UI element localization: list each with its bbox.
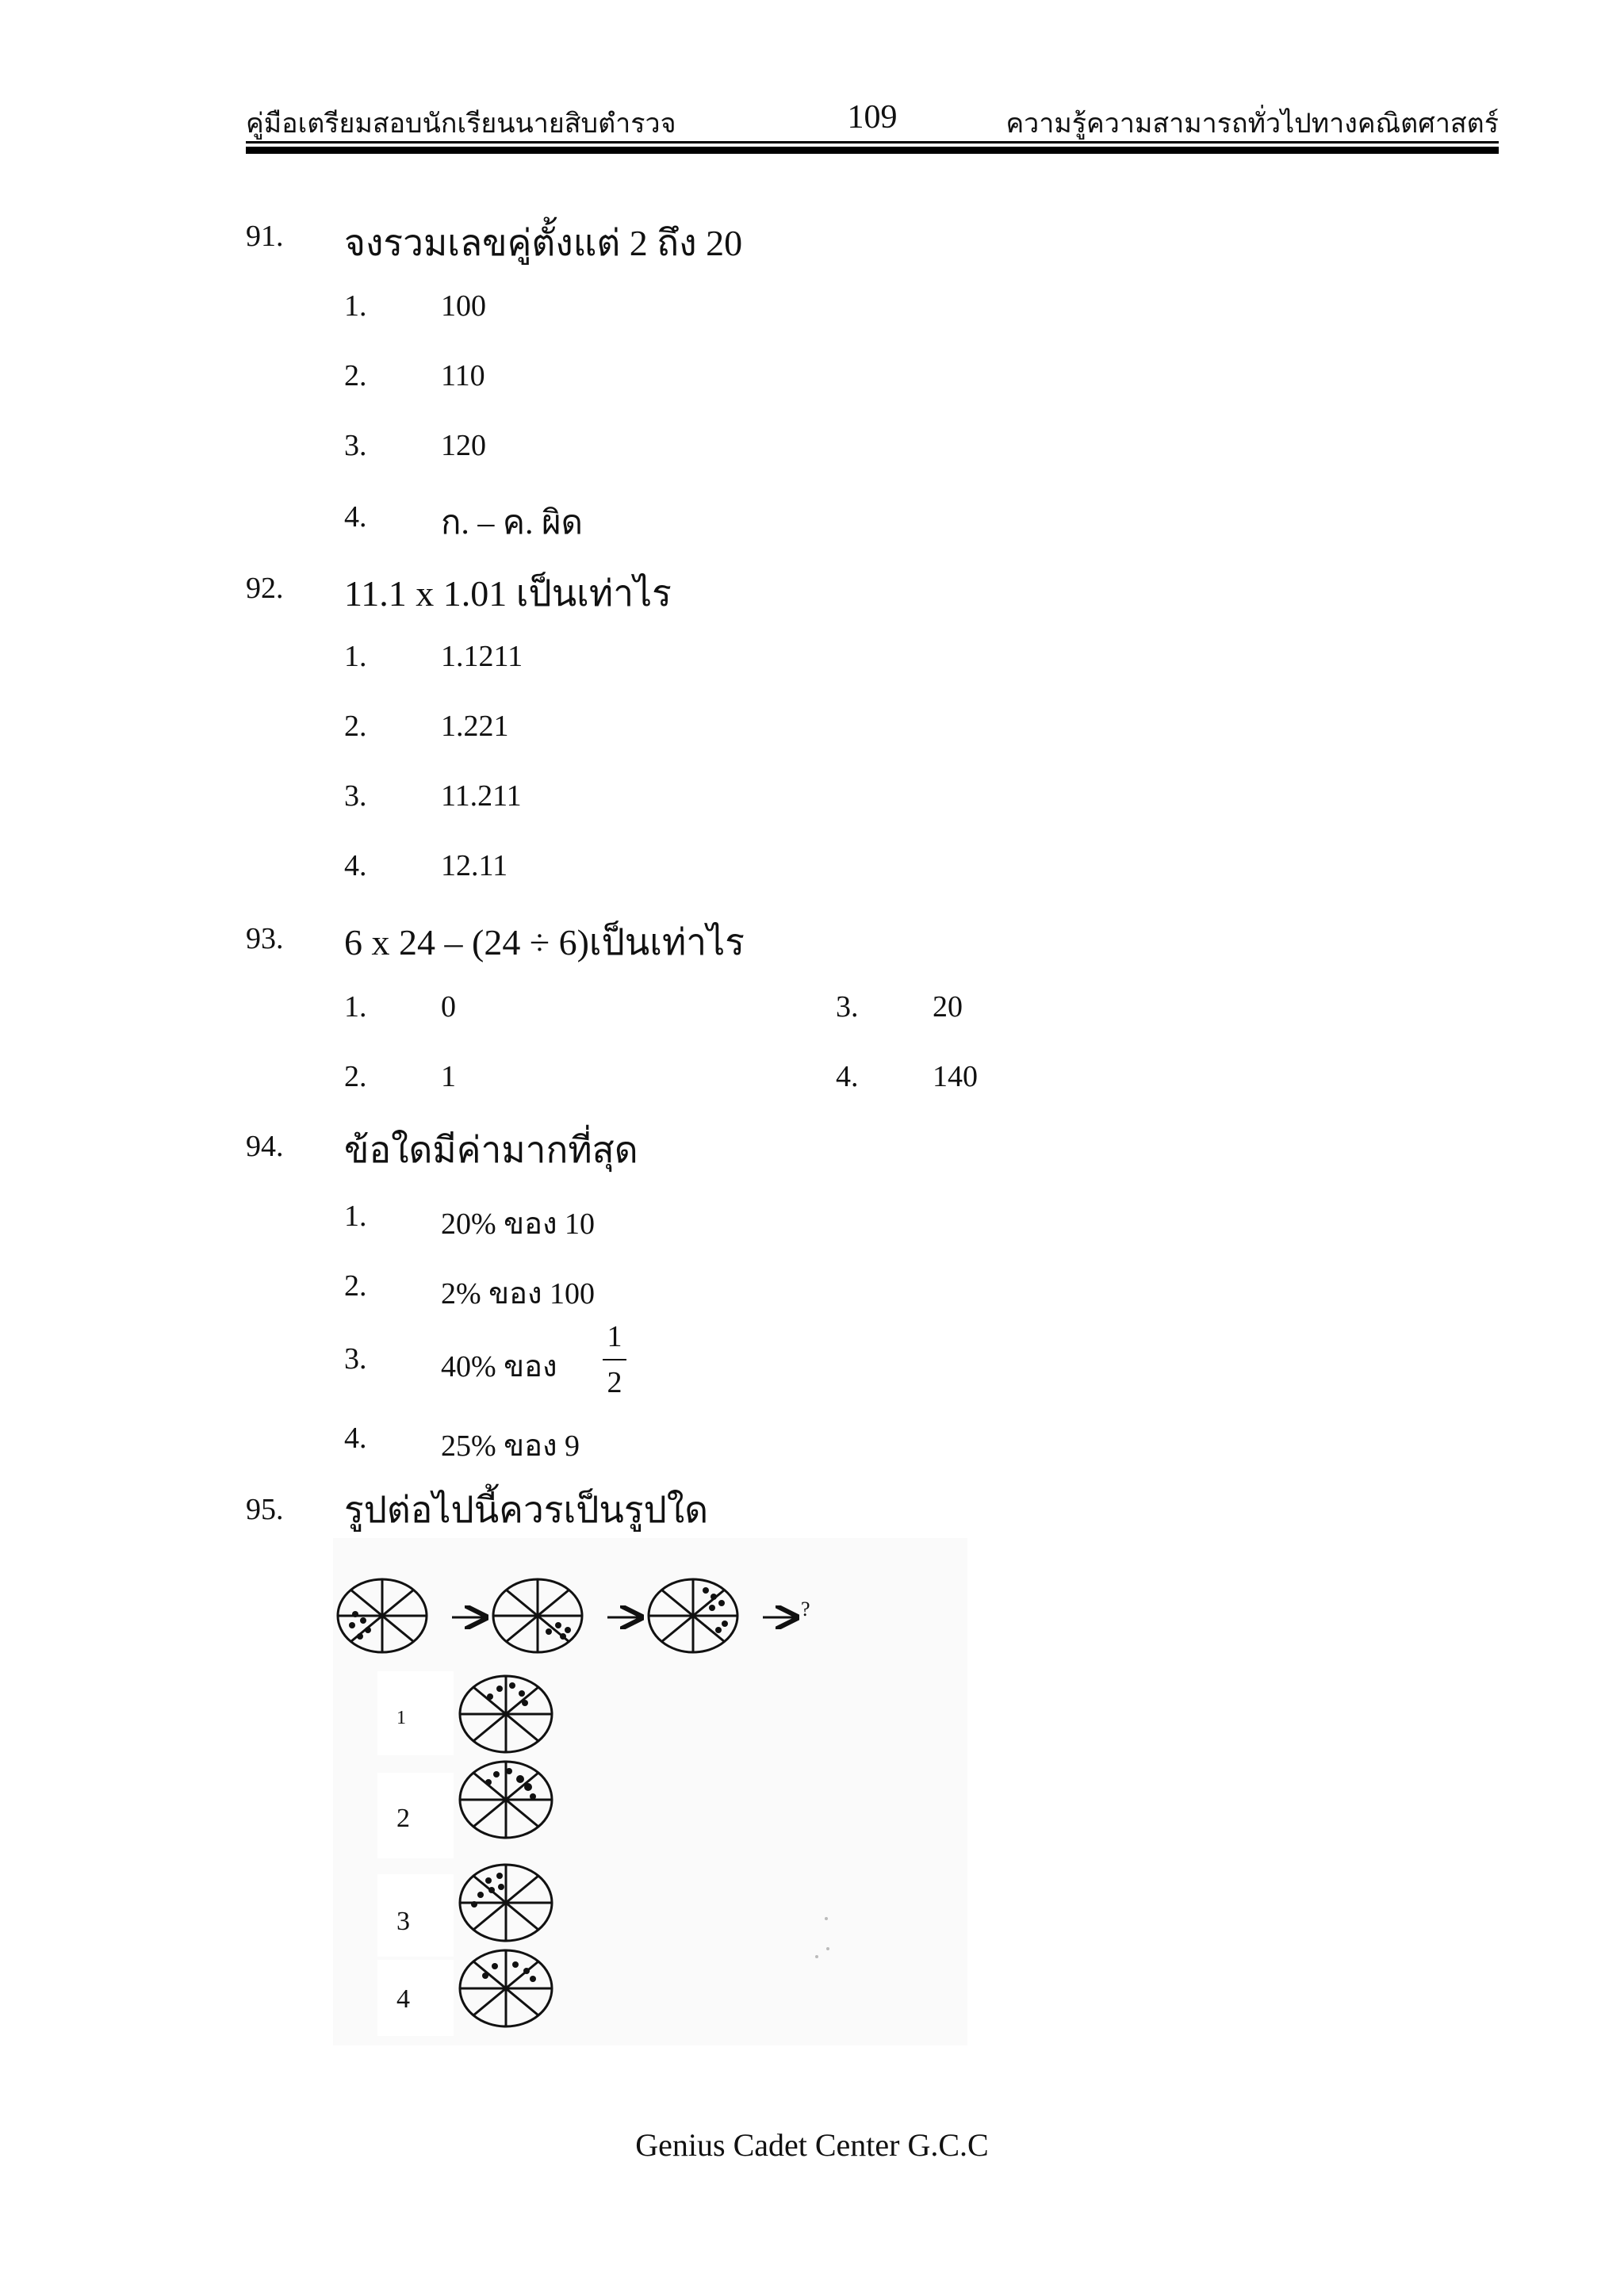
- question-text: 6 x 24 – (24 ÷ 6)เป็นเท่าไร: [344, 922, 745, 962]
- fraction-bar: [603, 1359, 626, 1360]
- question-text: รูปต่อไปนี้ควรเป็นรูปใด: [344, 1490, 709, 1530]
- sequence-wheel-1: [338, 1579, 427, 1652]
- page-header: [246, 101, 1499, 143]
- choice-label-box: [377, 1874, 454, 1957]
- choice-2-wheel: [460, 1762, 552, 1838]
- question-text: จงรวมเลขคู่ตั้งแต่ 2 ถึง 20: [344, 223, 743, 263]
- choice-label: 1: [396, 1708, 406, 1728]
- fraction-one-half: [603, 1319, 626, 1400]
- choice-label-box: [377, 1671, 454, 1755]
- question-number: 92.: [246, 572, 284, 605]
- question-text: ข้อใดมีค่ามากที่สุด: [344, 1130, 638, 1170]
- choice-1-wheel: [460, 1676, 552, 1752]
- question-number: 91.: [246, 220, 284, 253]
- fraction-denominator: 2: [607, 1366, 622, 1399]
- header-book-title: คู่มือเตรียมสอบนักเรียนนายสิบตำรวจ: [246, 108, 676, 140]
- choice-4-wheel: [460, 1950, 552, 2026]
- choice-label-box: [377, 1773, 454, 1858]
- header-section-title: ความรู้ความสามารถทั่วไปทางคณิตศาสตร์: [1005, 108, 1499, 140]
- choice-label: 3: [396, 1907, 410, 1936]
- question-number: 93.: [246, 922, 284, 955]
- page-footer: Genius Cadet Center G.C.C: [635, 2127, 989, 2163]
- choice-label: 4: [396, 1984, 410, 2014]
- choice-label: 2: [396, 1804, 410, 1833]
- question-number: 94.: [246, 1130, 284, 1163]
- question-text: 11.1 x 1.01 เป็นเท่าไร: [344, 573, 672, 614]
- fraction-numerator: 1: [607, 1320, 622, 1353]
- page-number: 109: [847, 99, 898, 136]
- question-number: 95.: [246, 1493, 284, 1526]
- question-mark: ?: [801, 1598, 810, 1621]
- choice-3-wheel: [460, 1865, 552, 1941]
- sequence-wheel-2: [493, 1579, 582, 1652]
- pattern-figure-svg: [333, 1538, 967, 2045]
- choice-label-box: [377, 1960, 454, 2036]
- header-rule-thick: [246, 147, 1499, 154]
- pattern-figure: [333, 1538, 967, 2045]
- sequence-wheel-3: [649, 1579, 737, 1652]
- header-rule-thin: [246, 141, 1499, 144]
